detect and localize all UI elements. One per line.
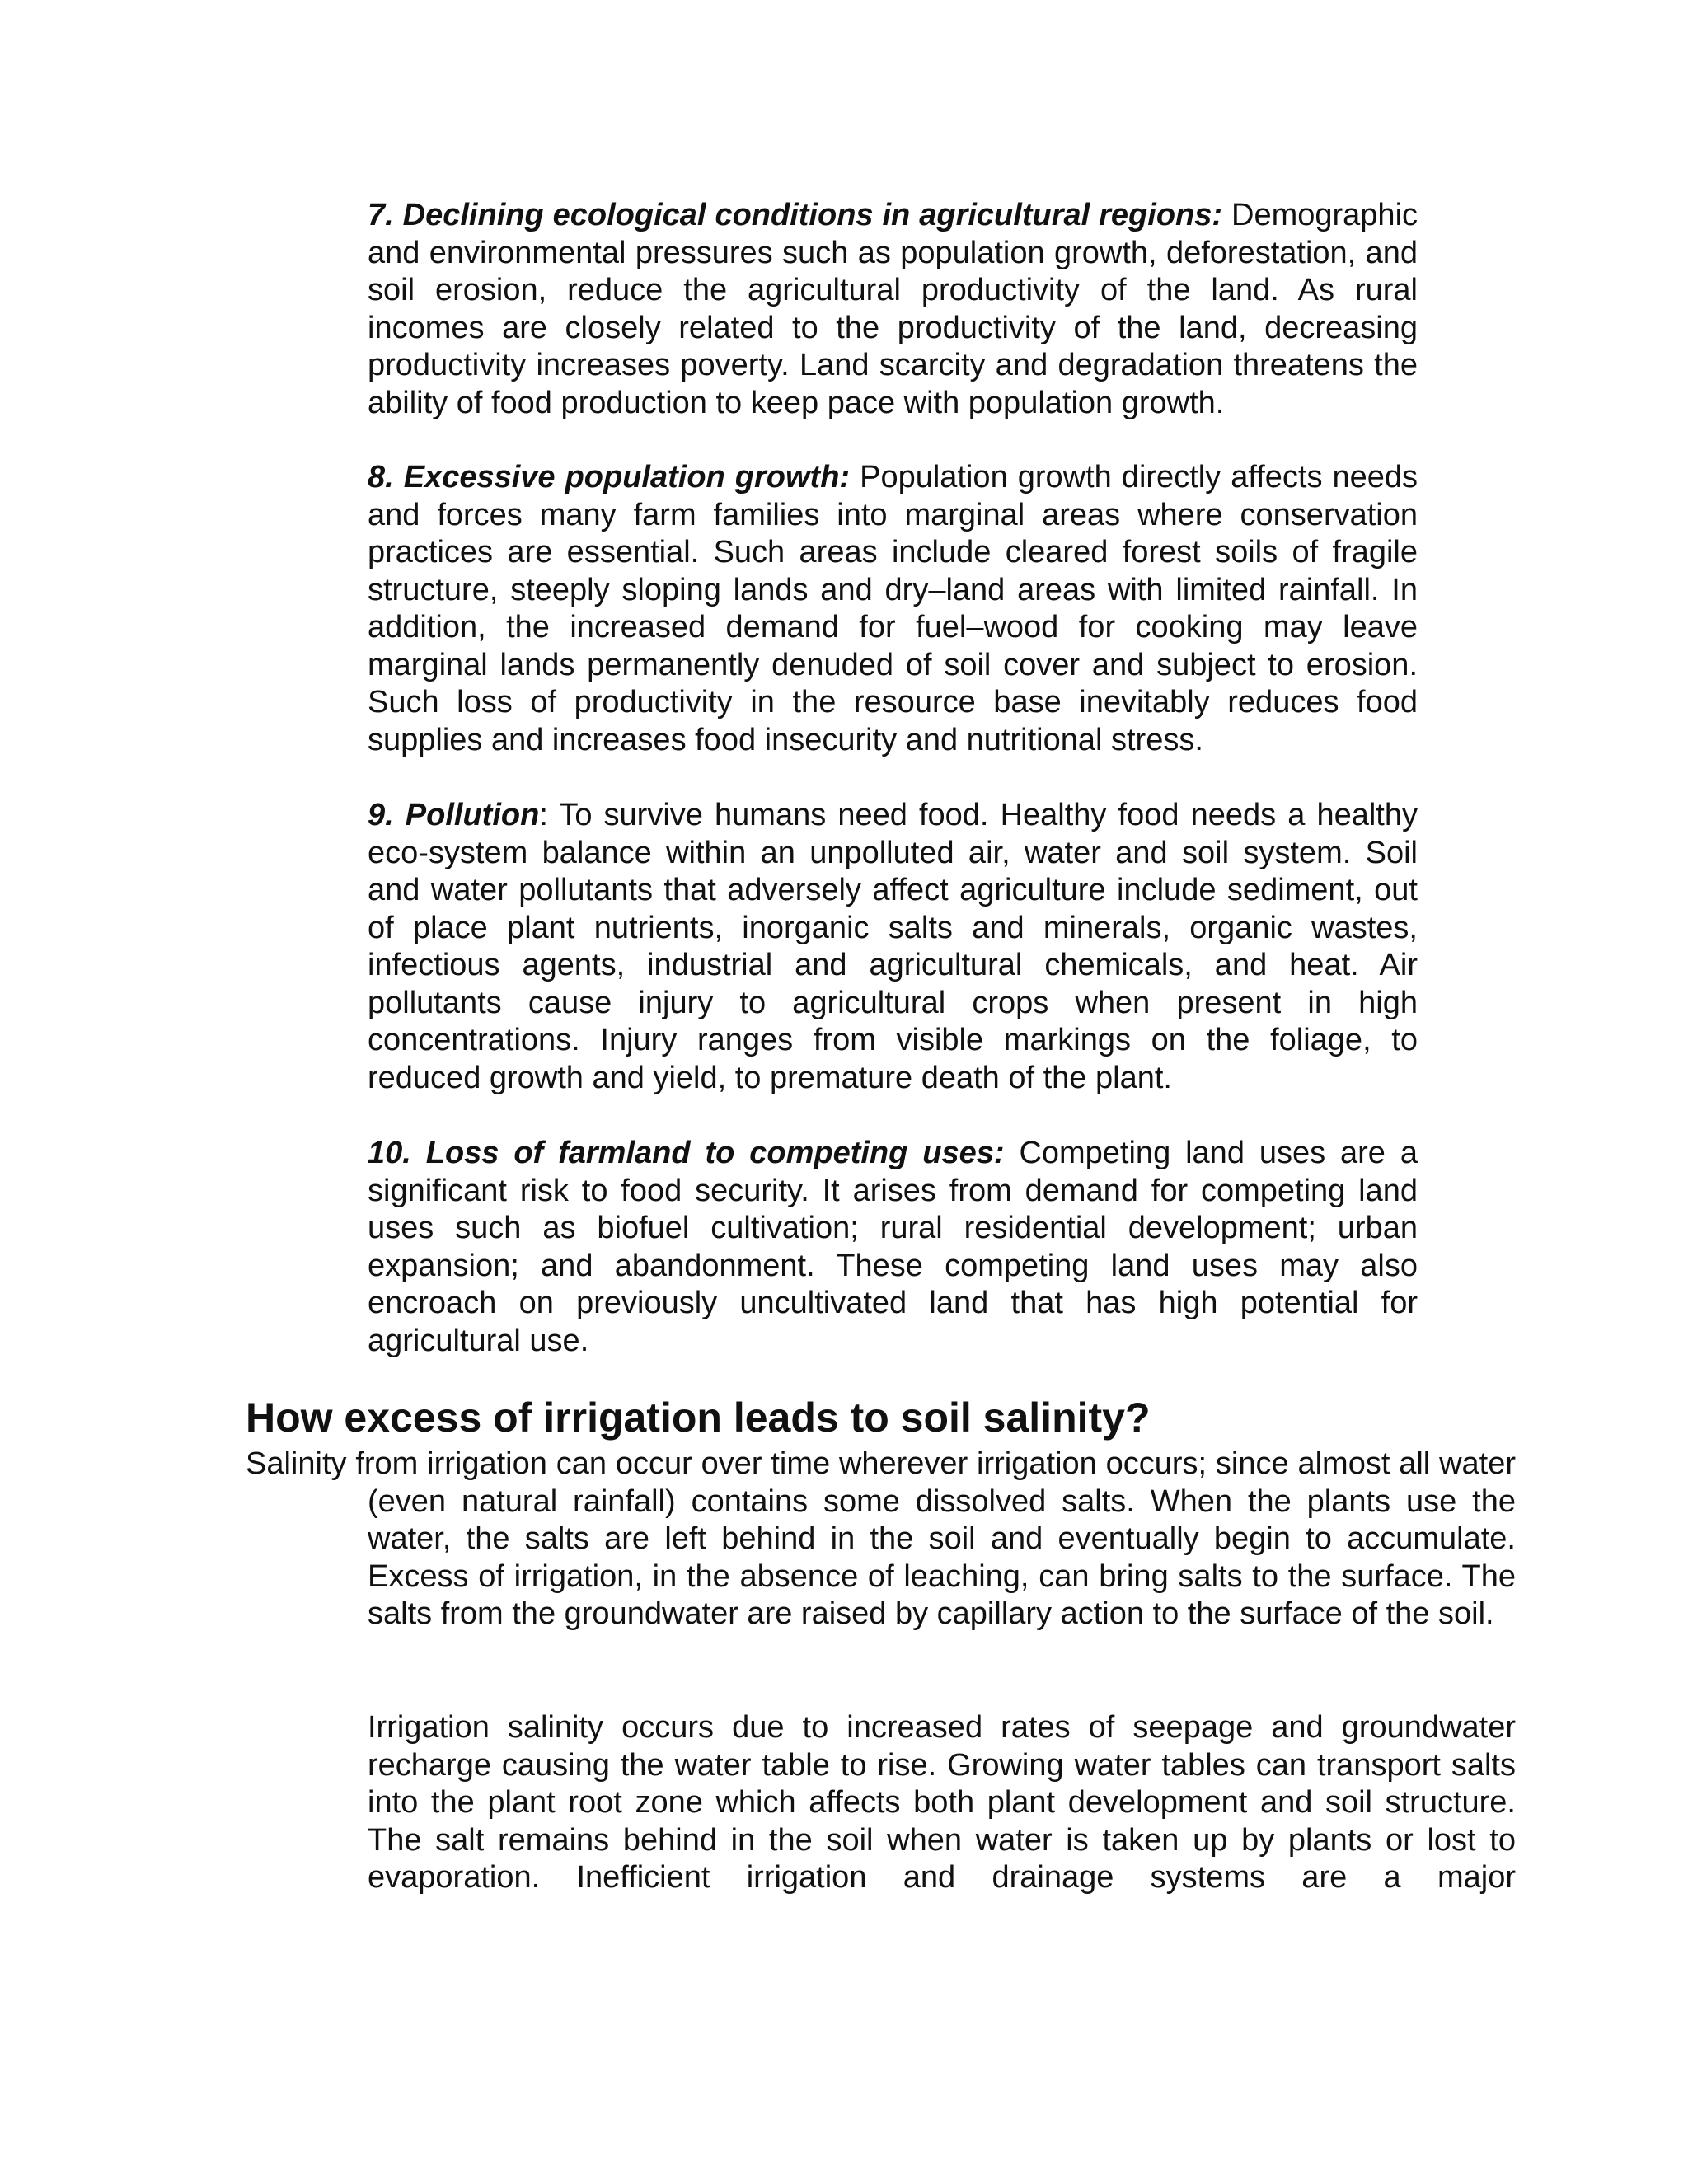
list-item-term: 7. Declining ecological conditions in agricultural regions: (368, 198, 1223, 232)
section-paragraph: Irrigation salinity occurs due to increased rates of seepage and groundwater recharge causing the water table to rise. Growing water tables can transport salts into the plant root zone which affects both plant development and soil structure. The salt remains behind in the soil when water is taken up by plants or lost to evaporation. Inefficient irrigation and drainage systems are a major (368, 1710, 1516, 1895)
list-item-term: 10. Loss of farmland to competing uses: (368, 1136, 1005, 1170)
list-item-separator (1222, 198, 1231, 232)
list-item-loss-of-farmland (368, 1135, 1418, 1360)
list-item-term: 8. Excessive population growth: (368, 460, 851, 494)
list-item-text: Population growth directly affects needs and forces many farm families into marginal areas where conservation practices are essential. Such areas include cleared forest soils of fragile structure, steeply sloping lands and dry–land areas with limited rainfall. In addition, the increased demand for fuel–wood for cooking may leave marginal lands permanently denuded of soil cover and subject to erosion. Such loss of productivity in the resource base inevitably reduces food supplies and increases food insecurity and nutritional stress. (368, 460, 1418, 757)
section-paragraph: Salinity from irrigation can occur over time wherever irrigation occurs; since almost all water (even natural rainfall) contains some dissolved salts. When the plants use the water, the salts are left behind in the soil and eventually begin to accumulate. Excess of irrigation, in the absence of leaching, can bring salts to the surface. The salts from the groundwater are raised by capillary action to the surface of the soil. (246, 1446, 1516, 1631)
list-item-term: 9. Pollution (368, 798, 540, 832)
list-item-text: Demographic and environmental pressures such as population growth, deforestation, and soil erosion, reduce the agricultural productivity of the land. As rural incomes are closely related to the productivity of the land, decreasing productivity increases poverty. Land scarcity and degradation threatens the ability of food production to keep pace with population growth. (368, 198, 1418, 420)
list-item-separator (850, 460, 860, 494)
list-item-pollution (368, 797, 1418, 1097)
section-heading: How excess of irrigation leads to soil salinity? (246, 1394, 1151, 1441)
list-item-excessive-population-growth (368, 459, 1418, 759)
list-item-text: To survive humans need food. Healthy food needs a healthy eco-system balance within an unpolluted air, water and soil system. Soil and water pollutants that adversely affect agriculture include sediment, out of place plant nutrients, inorganic salts and minerals, organic wastes, infectious agents, industrial and agricultural chemicals, and heat. Air pollutants cause injury to agricultural crops when present in high concentrations. Injury ranges from visible markings on the foliage, to reduced growth and yield, to premature death of the plant. (368, 798, 1418, 1095)
list-item-text: Competing land uses are a significant risk to food security. It arises from demand for competing land uses such as biofuel cultivation; rural residential development; urban expansion; and abandonment. These competing land uses may also encroach on previously uncultivated land that has high potential for agricultural use. (368, 1136, 1418, 1358)
list-item-separator: : (539, 798, 560, 832)
list-item-separator (1005, 1136, 1020, 1170)
list-item-declining-ecological-conditions (368, 197, 1418, 422)
